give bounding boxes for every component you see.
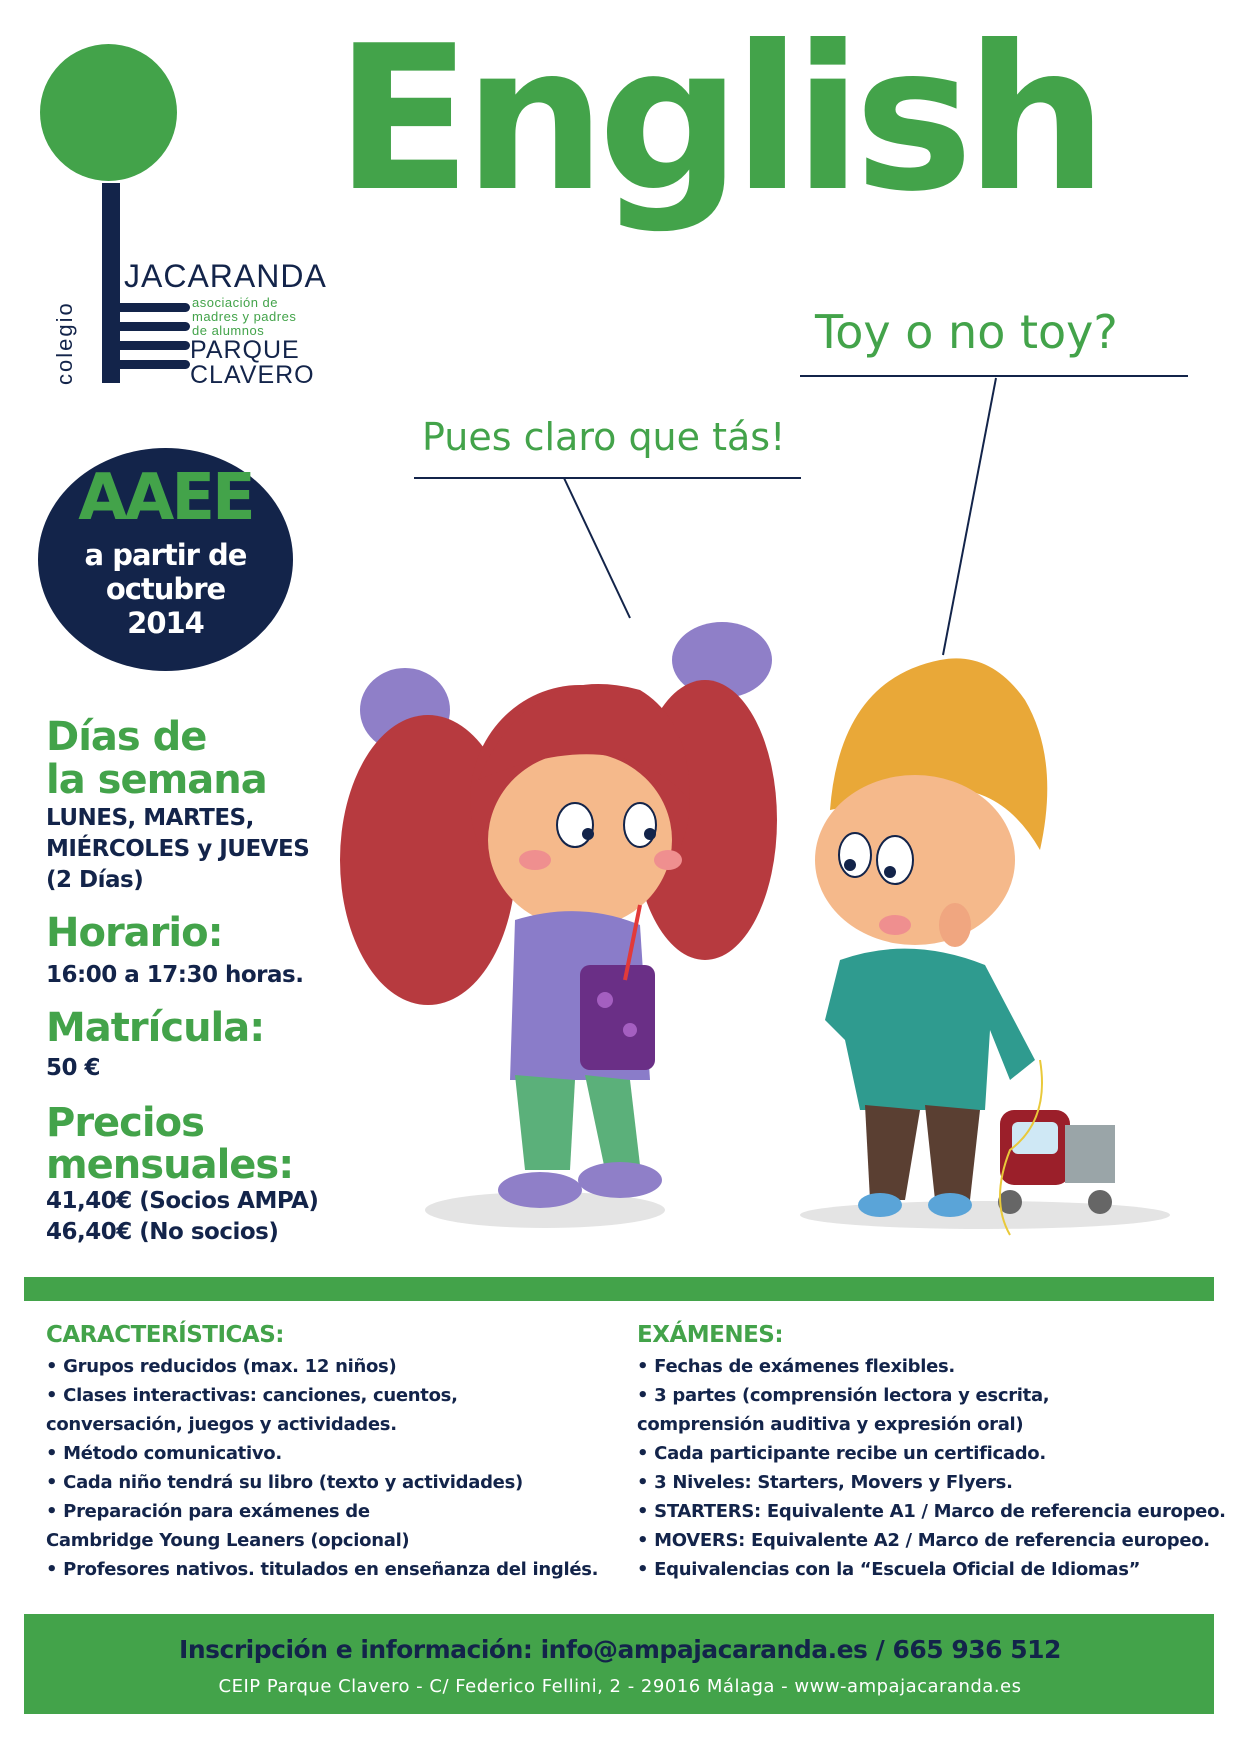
features-item: • Profesores nativos. titulados en enseñanza del inglés. [46,1559,599,1580]
exams-item: • STARTERS: Equivalente A1 / Marco de referencia europeo. [637,1501,1226,1522]
logo-school-line1: PARQUE [190,336,300,364]
logo-stripe [120,360,190,369]
features-item: • Método comunicativo. [46,1443,282,1464]
features-item: • Cada niño tendrá su libro (texto y actividades) [46,1472,523,1493]
price-members: 41,40€ (Socios AMPA) [46,1188,319,1214]
enrollment-value: 50 € [46,1055,101,1081]
prices-heading-1: Precios [46,1100,204,1146]
logo-colegio-text: colegio [52,301,77,385]
exams-title: EXÁMENES: [637,1322,784,1348]
speech-girl: Pues claro que tás! [422,415,786,459]
exams-item: • 3 Niveles: Starters, Movers y Flyers. [637,1472,1013,1493]
features-item: conversación, juegos y actividades. [46,1414,397,1435]
exams-item: • MOVERS: Equivalente A2 / Marco de referencia europeo. [637,1530,1210,1551]
divider-bar [24,1277,1214,1301]
logo-circle [40,44,177,181]
features-title: CARACTERÍSTICAS: [46,1322,284,1348]
features-item: • Grupos reducidos (max. 12 niños) [46,1356,397,1377]
price-non-members: 46,40€ (No socios) [46,1219,279,1245]
page-title: English [335,3,1100,236]
badge-line2: octubre [105,572,226,606]
footer-contact[interactable]: Inscripción e información: info@ampajacaranda.es / 665 936 512 [179,1635,1061,1664]
exams-list [637,1352,1226,1584]
days-heading-2: la semana [46,757,267,803]
logo-assoc-line3: de alumnos [192,323,265,338]
exams-item: comprensión auditiva y expresión oral) [637,1414,1024,1435]
badge-title: AAEE [78,461,253,535]
features-item: • Preparación para exámenes de [46,1501,370,1522]
logo-stripe [120,322,190,331]
logo-stripe [120,341,190,350]
exams-item: • Cada participante recibe un certificado. [637,1443,1046,1464]
prices-heading-2: mensuales: [46,1142,294,1188]
enrollment-heading: Matrícula: [46,1005,265,1051]
days-line2: MIÉRCOLES y JUEVES [46,836,310,862]
kids-illustration [340,370,1220,1250]
logo-assoc-line2: madres y padres [192,309,297,324]
footer-address: CEIP Parque Clavero - C/ Federico Fellini, 2 - 29016 Málaga - www-ampajacaranda.es [218,1676,1022,1697]
exams-item: • Fechas de exámenes flexibles. [637,1356,955,1377]
features-item: • Clases interactivas: canciones, cuentos, [46,1385,458,1406]
speech-boy: Toy o no toy? [815,305,1118,359]
logo-bar [102,183,120,383]
schedule-heading: Horario: [46,910,223,956]
days-line3: (2 Días) [46,867,144,893]
schedule-value: 16:00 a 17:30 horas. [46,962,304,988]
logo-assoc-line1: asociación de [192,295,278,310]
exams-item: • Equivalencias con la “Escuela Oficial de Idiomas” [637,1559,1141,1580]
days-heading-1: Días de [46,714,207,760]
features-item: Cambridge Young Leaners (opcional) [46,1530,410,1551]
logo-name: JACARANDA [124,258,327,294]
logo-school-line2: CLAVERO [190,361,315,389]
footer-bar [24,1614,1214,1714]
features-list [46,1352,598,1584]
badge-line1: a partir de [84,538,247,572]
logo-stripe [120,303,190,312]
badge-line3: 2014 [127,606,204,640]
days-line1: LUNES, MARTES, [46,805,254,831]
aaee-badge [38,448,293,671]
exams-item: • 3 partes (comprensión lectora y escrita, [637,1385,1050,1406]
